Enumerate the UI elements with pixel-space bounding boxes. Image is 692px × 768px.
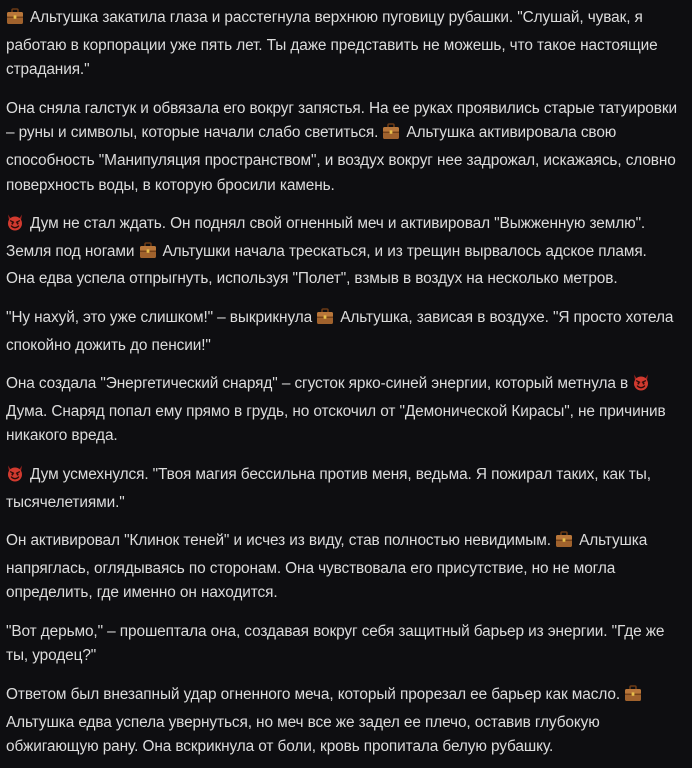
story-paragraph <box>6 529 678 606</box>
story-paragraph <box>6 6 678 83</box>
paragraph-text: "Ну нахуй, это уже слишком!" – выкрикнула <box>6 308 317 326</box>
paragraph-text: Альтушка, зависая в воздухе. "Я просто хотела спокойно дожить до пенсии!" <box>6 308 674 354</box>
devil-face-icon <box>6 213 24 240</box>
story-paragraph <box>6 97 678 198</box>
paragraph-text: Альтушка едва успела увернуться, но меч все же задел ее плечо, оставив глубокую обжигающую рану. Она вскрикнула от боли, кровь пропитала белую рубашку. <box>6 713 600 756</box>
briefcase-icon <box>6 8 24 34</box>
paragraph-text: Альтушки начала трескаться, и из трещин вырвалось адское пламя. Она едва успела отпрыгнуть, используя "Полет", взмыв в воздух на несколько метров. <box>6 242 647 288</box>
story-paragraph <box>6 683 678 760</box>
paragraph-text: Дум усмехнулся. "Твоя магия бессильна против меня, ведьма. Я пожирал таких, как ты, тысячелетиями." <box>6 465 651 511</box>
paragraph-text: "Вот дерьмо," – прошептала она, создавая вокруг себя защитный барьер из энергии. "Где же ты, уродец?" <box>6 622 665 665</box>
briefcase-icon <box>555 531 573 557</box>
briefcase-icon <box>624 685 642 711</box>
story-paragraph <box>6 372 678 449</box>
paragraph-text: Она сняла галстук и обвязала его вокруг запястья. На ее руках проявились старые татуировки – руны и символы, которые начали слабо светиться. <box>6 99 677 142</box>
paragraph-text: Он активировал "Клинок теней" и исчез из виду, став полностью невидимым. <box>6 532 556 550</box>
story-paragraph <box>6 306 678 358</box>
paragraph-text: Дума. Снаряд попал ему прямо в грудь, но отскочил от "Демонической Кирасы", не причинив никакого вреда. <box>6 402 666 445</box>
paragraph-text: Ответом был внезапный удар огненного меча, который прорезал ее барьер как масло. <box>6 686 625 704</box>
devil-face-icon <box>632 373 650 400</box>
briefcase-icon <box>382 123 400 149</box>
devil-face-icon <box>6 464 24 491</box>
story-paragraph <box>6 620 678 669</box>
story-paragraph <box>6 212 678 292</box>
paragraph-text: Альтушка напряглась, оглядываясь по сторонам. Она чувствовала его присутствие, но не могла определить, где именно он находится. <box>6 532 648 602</box>
story-paragraph <box>6 463 678 515</box>
paragraph-text: Альтушка активировала свою способность "Манипуляция пространством", и воздух вокруг нее задрожал, искажаясь, словно поверхность воды, в которую бросили камень. <box>6 124 676 194</box>
paragraph-text: Альтушка закатила глаза и расстегнула верхнюю пуговицу рубашки. "Слушай, чувак, я работаю в корпорации уже пять лет. Ты даже представить не можешь, что такое настоящие страдания." <box>6 9 658 79</box>
paragraph-text: Дум не стал ждать. Он поднял свой огненный меч и активировал "Выжженную землю". Земля под ногами <box>6 215 646 260</box>
briefcase-icon <box>139 242 157 268</box>
briefcase-icon <box>316 308 334 334</box>
paragraph-text: Она создала "Энергетический снаряд" – сгусток ярко-синей энергии, который метнула в <box>6 375 633 393</box>
